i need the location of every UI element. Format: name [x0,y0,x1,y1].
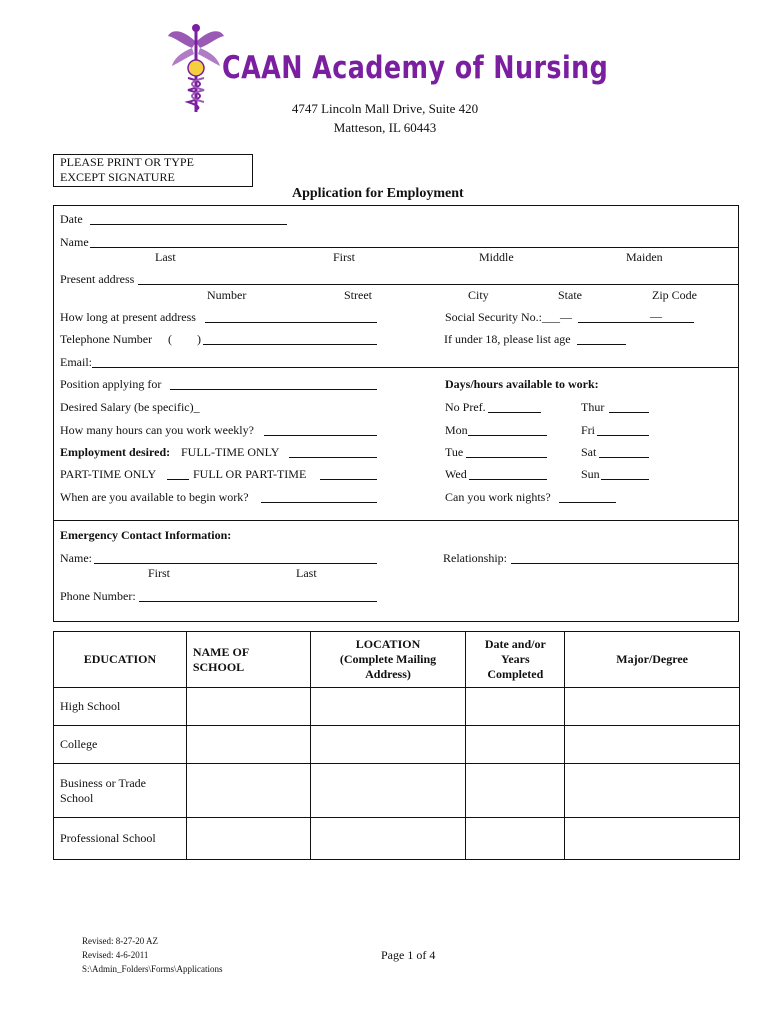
header-name-of-school [186,632,310,688]
fulltime-only-field[interactable] [289,457,377,458]
fulltime-only-label: FULL-TIME ONLY [181,445,280,459]
college-date-cell[interactable] [466,726,565,764]
present-address-field[interactable] [138,284,739,285]
emergency-last-caption: Last [296,566,317,580]
no-pref-field[interactable] [488,412,541,413]
high-school-name-cell[interactable] [186,688,310,726]
header-education: EDUCATION [54,632,187,688]
position-label: Position applying for [60,377,162,391]
file-path: S:\Admin_Folders\Forms\Applications [82,964,223,974]
how-long-field[interactable] [205,322,377,323]
telephone-field[interactable] [203,344,377,345]
college-name-cell[interactable] [186,726,310,764]
sat-field[interactable] [599,457,649,458]
under-18-label: If under 18, please list age [444,332,571,346]
mon-field[interactable] [468,435,547,436]
full-or-part-label: FULL OR PART-TIME [193,467,307,481]
address-zip-caption: Zip Code [652,288,697,302]
table-row [54,688,740,726]
high-school-location-cell[interactable] [310,688,466,726]
ssn-label: Social Security No.:___— [445,310,572,324]
header-text: Date and/or Years Completed [484,637,546,681]
wed-label: Wed [445,467,467,481]
revised-date-1: Revised: 8-27-20 AZ [82,936,158,946]
business-location-cell[interactable] [310,764,466,818]
revised-date-2: Revised: 4-6-2011 [82,950,149,960]
table-row [54,726,740,764]
thur-field[interactable] [609,412,649,413]
how-long-label: How long at present address [60,310,196,324]
wed-field[interactable] [469,479,547,480]
emergency-relationship-field[interactable] [511,563,739,564]
name-middle-caption: Middle [479,250,514,264]
emergency-phone-label: Phone Number: [60,589,136,603]
professional-date-cell[interactable] [466,818,565,860]
header-location [310,632,466,688]
present-address-label: Present address [60,272,135,286]
address-city-caption: City [468,288,489,302]
parttime-only-field[interactable] [167,479,189,480]
emergency-heading: Emergency Contact Information: [60,528,232,542]
tue-field[interactable] [466,457,547,458]
address-line-1: 4747 Lincoln Mall Drive, Suite 420 [291,101,479,116]
name-last-caption: Last [155,250,176,264]
fri-label: Fri [581,423,596,437]
hours-weekly-field[interactable] [264,435,377,436]
address-line-2: Matteson, IL 60443 [333,120,437,135]
thur-label: Thur [581,400,605,414]
college-location-cell[interactable] [310,726,466,764]
begin-work-field[interactable] [261,502,377,503]
name-first-caption: First [333,250,356,264]
row-label-text: Business or Trade School [60,775,147,805]
professional-name-cell[interactable] [186,818,310,860]
sun-label: Sun [581,467,600,481]
emergency-phone-field[interactable] [139,601,377,602]
header-date-completed [466,632,565,688]
position-field[interactable] [170,389,377,390]
table-row [54,764,740,818]
name-maiden-caption: Maiden [626,250,663,264]
header-text: LOCATION (Complete Mailing Address) [339,637,437,681]
under-18-field[interactable] [577,344,626,345]
days-hours-heading: Days/hours available to work: [445,377,599,391]
row-label-professional: Professional School [54,818,187,860]
no-pref-label: No Pref. [445,400,486,414]
high-school-major-cell[interactable] [565,688,740,726]
row-label-high-school: High School [54,688,187,726]
date-label: Date [60,212,83,226]
email-label: Email: [60,355,92,369]
emergency-name-field[interactable] [94,563,377,564]
address-street-caption: Street [344,288,372,302]
email-field[interactable] [92,367,739,368]
notice-line-1: PLEASE PRINT OR TYPE [60,155,194,169]
business-major-cell[interactable] [565,764,740,818]
high-school-date-cell[interactable] [466,688,565,726]
form-title: Application for Employment [292,186,464,201]
ssn-dash: — [650,309,662,323]
address-state-caption: State [558,288,582,302]
begin-work-label: When are you available to begin work? [60,490,249,504]
address-number-caption: Number [207,288,247,302]
business-name-cell[interactable] [186,764,310,818]
professional-major-cell[interactable] [565,818,740,860]
date-field[interactable] [90,224,287,225]
name-label: Name [60,235,89,249]
parttime-only-label: PART-TIME ONLY [60,467,157,481]
full-or-part-field[interactable] [320,479,377,480]
fri-field[interactable] [597,435,649,436]
row-label-business-trade [54,764,187,818]
college-major-cell[interactable] [565,726,740,764]
sun-field[interactable] [601,479,649,480]
employment-desired-label: Employment desired: [60,445,171,459]
notice-line-2: EXCEPT SIGNATURE [60,170,175,184]
page-number: Page 1 of 4 [381,948,436,962]
ssn-field[interactable] [578,322,694,323]
emergency-relationship-label: Relationship: [443,551,507,565]
name-field[interactable] [90,247,739,248]
sat-label: Sat [581,445,597,459]
telephone-label: Telephone Number [60,332,153,346]
tue-label: Tue [445,445,464,459]
desired-salary-label: Desired Salary (be specific)_ [60,400,200,414]
telephone-close-paren: ) [197,332,201,346]
education-header-row [54,632,740,688]
education-table [53,631,740,860]
professional-location-cell[interactable] [310,818,466,860]
hours-weekly-label: How many hours can you work weekly? [60,423,254,437]
header-major-degree: Major/Degree [565,632,740,688]
work-nights-label: Can you work nights? [445,490,551,504]
telephone-open-paren: ( [168,332,172,346]
emergency-name-label: Name: [60,551,92,565]
business-date-cell[interactable] [466,764,565,818]
emergency-first-caption: First [148,566,171,580]
row-label-college: College [54,726,187,764]
header-text: NAME OF SCHOOL [192,644,250,674]
mon-label: Mon [445,423,468,437]
logo-text: CAAN Academy of Nursing [222,50,609,86]
work-nights-field[interactable] [559,502,616,503]
table-row [54,818,740,860]
